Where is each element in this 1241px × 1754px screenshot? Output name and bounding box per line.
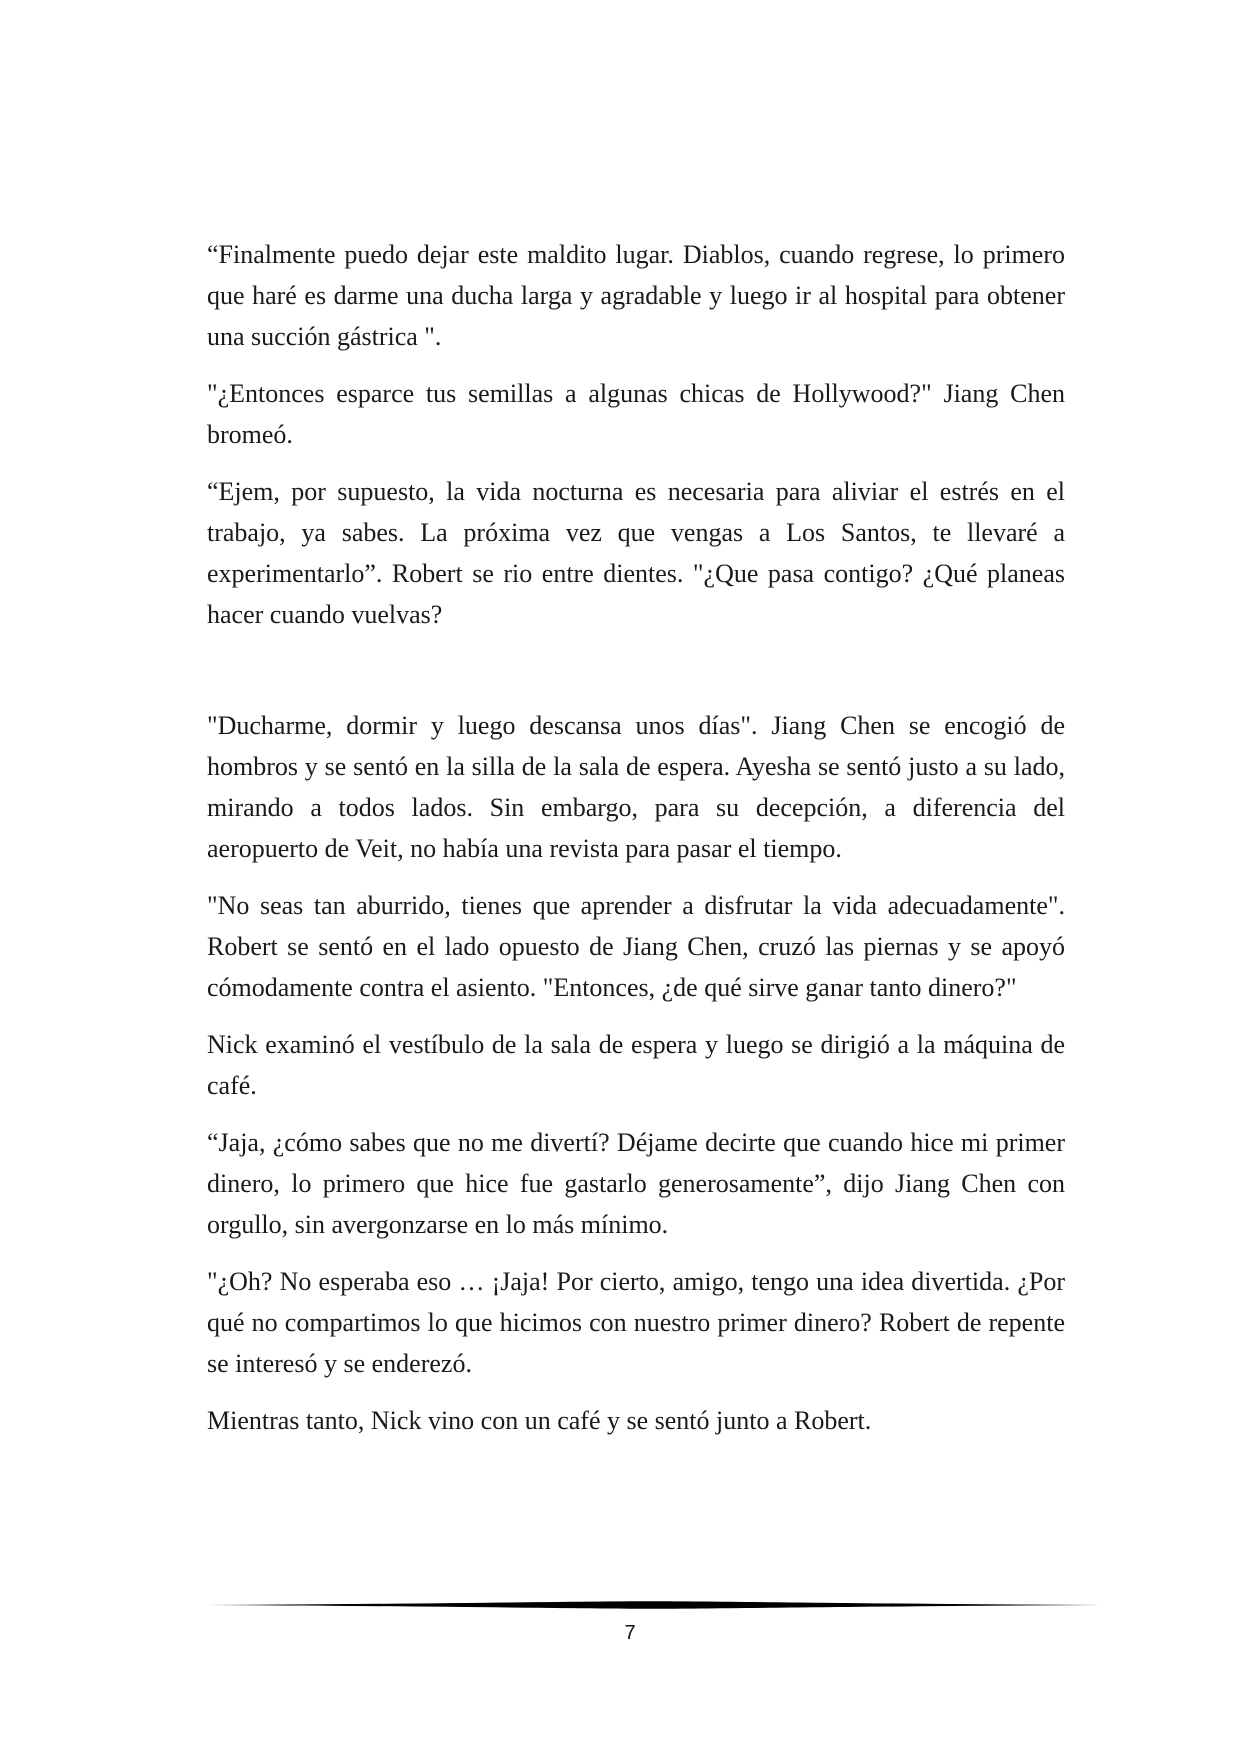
body-text [207, 234, 1065, 1457]
paragraph: “Ejem, por supuesto, la vida nocturna es necesaria para aliviar el estrés en el trabajo, ya sabes. La próxima vez que vengas a Los Santos, te llevaré a experimentarlo”. Robert se rio entre dientes. "¿Que pasa contigo? ¿Qué planeas hacer cuando vuelvas? [207, 477, 1065, 629]
paragraph: Nick examinó el vestíbulo de la sala de espera y luego se dirigió a la máquina de café. [207, 1030, 1065, 1100]
footer-divider [208, 1601, 1102, 1609]
page-number: 7 [624, 1622, 636, 1644]
paragraph: Mientras tanto, Nick vino con un café y se sentó junto a Robert. [207, 1406, 872, 1435]
paragraph: “Finalmente puedo dejar este maldito lugar. Diablos, cuando regrese, lo primero que haré es darme una ducha larga y agradable y luego ir al hospital para obtener una succión gástrica ". [207, 240, 1065, 351]
paragraph: "¿Entonces esparce tus semillas a algunas chicas de Hollywood?" Jiang Chen bromeó. [207, 379, 1065, 449]
paragraph: “Jaja, ¿cómo sabes que no me divertí? Déjame decirte que cuando hice mi primer dinero, lo primero que hice fue gastarlo generosamente”, dijo Jiang Chen con orgullo, sin avergonzarse en lo más mínimo. [207, 1128, 1065, 1239]
paragraph: "No seas tan aburrido, tienes que aprender a disfrutar la vida adecuadamente". Robert se sentó en el lado opuesto de Jiang Chen, cruzó las piernas y se apoyó cómodamente contra el asiento. "Entonces, ¿de qué sirve ganar tanto dinero?" [207, 891, 1065, 1002]
paragraph: "Ducharme, dormir y luego descansa unos días". Jiang Chen se encogió de hombros y se sentó en la silla de la sala de espera. Ayesha se sentó justo a su lado, mirando a todos lados. Sin embargo, para su decepción, a diferencia del aeropuerto de Veit, no había una revista para pasar el tiempo. [207, 711, 1065, 863]
paragraph: "¿Oh? No esperaba eso … ¡Jaja! Por cierto, amigo, tengo una idea divertida. ¿Por qué no compartimos lo que hicimos con nuestro primer dinero? Robert de repente se interesó y se enderezó. [207, 1267, 1065, 1378]
